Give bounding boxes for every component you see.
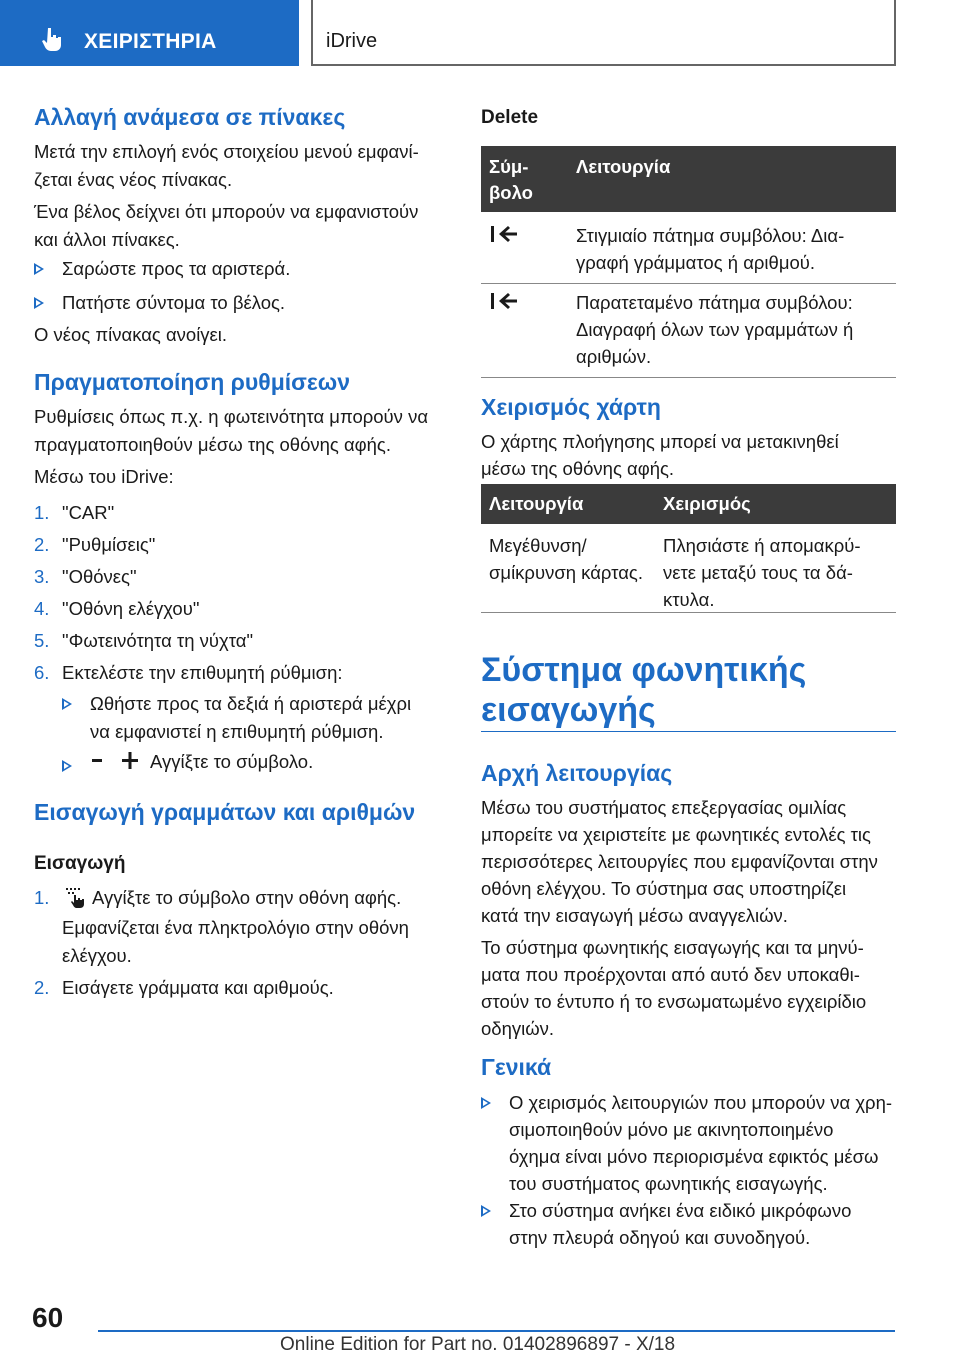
paragraph: Ένα βέλος δείχνει ότι μπορούν να εμφανιστούν bbox=[34, 201, 419, 222]
table-cell: σμίκρυνση κάρτας. bbox=[489, 562, 643, 583]
sub-bullet: να εμφανιστεί η επιθυμητή ρύθμιση. bbox=[90, 721, 384, 742]
bullet-line: σιμοποιηθούν μόνο με ακινητοποιημένο bbox=[509, 1119, 834, 1140]
heading-underline bbox=[481, 731, 896, 732]
column-header: Χειρισμός bbox=[663, 493, 751, 514]
bullet-triangle-icon bbox=[34, 263, 44, 275]
paragraph: Μέσω του iDrive: bbox=[34, 466, 174, 487]
bullet-line: στην πλευρά οδηγού και συνοδηγού. bbox=[509, 1227, 811, 1248]
section-label: ΧΕΙΡΙΣΤΗΡΙΑ bbox=[84, 30, 217, 53]
keyboard-hand-icon bbox=[64, 886, 86, 908]
bullet-triangle-icon bbox=[481, 1097, 491, 1109]
subheading-input: Εισαγωγή bbox=[34, 853, 126, 874]
step-text: Εισάγετε γράμματα και αριθμούς. bbox=[62, 977, 334, 998]
heading-general: Γενικά bbox=[481, 1054, 552, 1080]
paragraph: πραγματοποιηθούν μέσω της οθόνης αφής. bbox=[34, 434, 391, 455]
step-number: 2. bbox=[34, 977, 50, 998]
bullet-triangle-icon bbox=[34, 297, 44, 309]
step-text: Εκτελέστε την επιθυμητή ρύθμιση: bbox=[62, 662, 343, 683]
paragraph-line: οδηγιών. bbox=[481, 1018, 555, 1039]
column-header: Λειτουργία bbox=[489, 493, 584, 514]
table-cell: νετε μεταξύ τους τα δά‐ bbox=[663, 562, 853, 583]
step-text: "Οθόνες" bbox=[62, 566, 137, 587]
bullet-triangle-icon bbox=[62, 760, 72, 772]
step-text: ελέγχου. bbox=[62, 945, 132, 966]
heading-principle: Αρχή λειτουργίας bbox=[481, 760, 673, 786]
paragraph: Μετά την επιλογή ενός στοιχείου μενού εμφανί‐ bbox=[34, 141, 419, 162]
sub-bullet: Αγγίξτε το σύμβολο. bbox=[150, 751, 314, 772]
column-header: Λειτουργία bbox=[576, 156, 671, 177]
bullet-triangle-icon bbox=[62, 698, 72, 710]
paragraph: Ο χάρτης πλοήγησης μπορεί να μετακινηθεί bbox=[481, 431, 839, 452]
bullet-triangle-icon bbox=[481, 1205, 491, 1217]
step-number: 2. bbox=[34, 534, 50, 555]
paragraph-line: στούν το έντυπο ή το ενσωματωμένο εγχειρίδιο bbox=[481, 991, 867, 1012]
bullet-item: Σαρώστε προς τα αριστερά. bbox=[62, 258, 291, 279]
step-text: "Φωτεινότητα τη νύχτα" bbox=[62, 630, 254, 651]
heading-map: Χειρισμός χάρτη bbox=[481, 394, 661, 420]
paragraph-line: περισσότερες λειτουργίες που εμφανίζονται στην bbox=[481, 851, 878, 872]
table-cell: γραφή γράμματος ή αριθμού. bbox=[576, 252, 816, 273]
table-cell: αριθμών. bbox=[576, 346, 652, 367]
table-cell: Διαγραφή όλων των γραμμάτων ή bbox=[576, 319, 854, 340]
paragraph-line: Το σύστημα φωνητικής εισαγωγής και τα μηνύ‐ bbox=[481, 937, 864, 958]
backspace-icon bbox=[489, 290, 519, 312]
chapter-label: iDrive bbox=[326, 30, 378, 52]
step-text: "Οθόνη ελέγχου" bbox=[62, 598, 200, 619]
paragraph: ζεται ένας νέος πίνακας. bbox=[34, 169, 233, 190]
table-cell: Παρατεταμένο πάτημα συμβόλου: bbox=[576, 292, 853, 313]
table-divider bbox=[481, 612, 896, 613]
paragraph-line: ματα που προέρχονται από αυτό δεν υποκαθι‐ bbox=[481, 964, 860, 985]
step-text: "Ρυθμίσεις" bbox=[62, 534, 156, 555]
section-tab bbox=[0, 0, 299, 66]
step-number: 6. bbox=[34, 662, 50, 683]
step-number: 3. bbox=[34, 566, 50, 587]
step-number: 1. bbox=[34, 502, 50, 523]
table-divider bbox=[481, 377, 896, 378]
step-text: "CAR" bbox=[62, 502, 115, 523]
bullet-line: Στο σύστημα ανήκει ένα ειδικό μικρόφωνο bbox=[509, 1200, 852, 1221]
column-header: βολο bbox=[489, 182, 533, 203]
paragraph: Ο νέος πίνακας ανοίγει. bbox=[34, 324, 228, 345]
minus-plus-icon bbox=[90, 750, 142, 772]
heading-delete: Delete bbox=[481, 107, 539, 128]
paragraph: και άλλοι πίνακες. bbox=[34, 229, 180, 250]
paragraph: μέσω της οθόνης αφής. bbox=[481, 458, 675, 479]
table-cell: Πλησιάστε ή απομακρύ‐ bbox=[663, 535, 861, 556]
footer-rule bbox=[98, 1330, 895, 1332]
chapter-box bbox=[311, 0, 896, 66]
bullet-item: Πατήστε σύντομα το βέλος. bbox=[62, 292, 286, 313]
paragraph-line: Μέσω του συστήματος επεξεργασίας ομιλίας bbox=[481, 797, 847, 818]
step-number: 1. bbox=[34, 887, 50, 908]
paragraph: Ρυθμίσεις όπως π.χ. η φωτεινότητα μπορούν να bbox=[34, 406, 429, 427]
bullet-line: Ο χειρισμός λειτουργιών που μπορούν να χρη‐ bbox=[509, 1092, 893, 1113]
paragraph-line: μπορείτε να χειριστείτε με φωνητικές εντολές τις bbox=[481, 824, 871, 845]
table-cell: Μεγέθυνση/ bbox=[489, 535, 587, 556]
page-number: 60 bbox=[32, 1302, 64, 1333]
table-header bbox=[481, 146, 896, 212]
column-header: Σύμ‐ bbox=[489, 156, 529, 177]
sub-bullet: Ωθήστε προς τα δεξιά ή αριστερά μέχρι bbox=[90, 693, 412, 714]
step-text: Αγγίξτε το σύμβολο στην οθόνη αφής. bbox=[92, 887, 402, 908]
heading-switch-tables: Αλλαγή ανάμεσα σε πίνακες bbox=[34, 104, 346, 130]
table-divider bbox=[481, 283, 896, 284]
step-number: 5. bbox=[34, 630, 50, 651]
heading-voice-input: Σύστημα φωνητικής bbox=[481, 651, 807, 689]
table-header bbox=[481, 484, 896, 524]
heading-settings: Πραγματοποίηση ρυθμίσεων bbox=[34, 369, 351, 395]
heading-input: Εισαγωγή γραμμάτων και αριθμών bbox=[34, 799, 416, 825]
table-cell: κτυλα. bbox=[663, 589, 715, 610]
paragraph-line: κατά την εισαγωγή μέσω αναγγελιών. bbox=[481, 905, 788, 926]
edition-text: Online Edition for Part no. 01402896897 - X/18 bbox=[280, 1334, 676, 1355]
touch-hand-icon bbox=[40, 26, 64, 52]
bullet-line: του συστήματος φωνητικής εισαγωγής. bbox=[509, 1173, 828, 1194]
heading-voice-input: εισαγωγής bbox=[481, 691, 656, 729]
backspace-icon bbox=[489, 223, 519, 245]
paragraph-line: οθόνη ελέγχου. Το σύστημα σας υποστηρίζει bbox=[481, 878, 847, 899]
bullet-line: όχημα είναι μόνο περιορισμένα εφικτός μέσω bbox=[509, 1146, 879, 1167]
step-text: Εμφανίζεται ένα πληκτρολόγιο στην οθόνη bbox=[62, 917, 409, 938]
step-number: 4. bbox=[34, 598, 50, 619]
table-cell: Στιγμιαίο πάτημα συμβόλου: Δια‐ bbox=[576, 225, 845, 246]
